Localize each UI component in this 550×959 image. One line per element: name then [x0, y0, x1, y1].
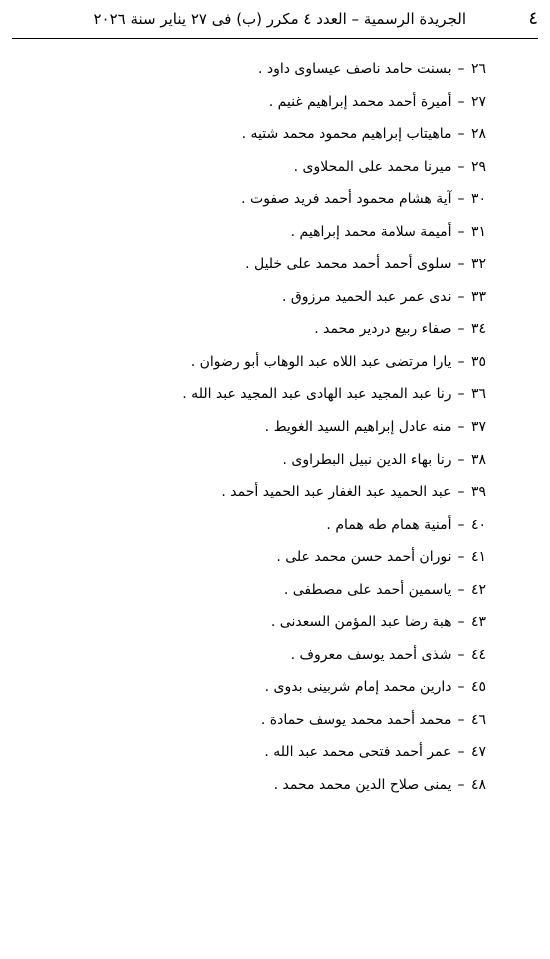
item-name: نوران أحمد حسن محمد على .	[276, 549, 452, 566]
item-dash: –	[457, 549, 465, 566]
list-item	[66, 123, 486, 156]
list-item	[66, 253, 486, 286]
item-name: ندى عمر عبد الحميد مرزوق .	[282, 288, 452, 305]
item-number: ٣٩	[470, 484, 486, 501]
item-dash: –	[457, 61, 465, 77]
list-item	[66, 221, 486, 254]
item-name: يمنى صلاح الدين محمد محمد .	[273, 777, 452, 794]
item-dash: –	[457, 451, 465, 468]
list-item	[66, 579, 486, 612]
item-dash: –	[457, 386, 465, 403]
item-number: ٤٦	[470, 711, 486, 728]
list-item	[66, 481, 486, 514]
item-number: ٤٥	[470, 679, 486, 696]
item-name: منه عادل إبراهيم السيد الغويط .	[264, 419, 452, 436]
item-name: أميرة أحمد محمد إبراهيم غنيم .	[268, 93, 452, 110]
item-name: محمد أحمد محمد يوسف حمادة .	[260, 711, 452, 728]
page-header	[12, 8, 538, 32]
item-dash: –	[457, 223, 465, 240]
item-dash: –	[457, 646, 465, 663]
list-item	[66, 514, 486, 547]
item-name: شذى أحمد يوسف معروف .	[290, 646, 452, 663]
item-name: أميمة سلامة محمد إبراهيم .	[290, 223, 452, 240]
list-item	[66, 58, 486, 91]
item-dash: –	[457, 158, 465, 175]
item-number: ٤٧	[470, 744, 486, 761]
item-dash: –	[457, 419, 465, 436]
item-number: ٤٢	[470, 581, 486, 598]
item-number: ٣١	[470, 223, 486, 240]
item-number: ٤١	[470, 549, 486, 566]
list-item	[66, 676, 486, 709]
item-dash: –	[457, 353, 465, 370]
item-number: ٣٤	[470, 321, 486, 338]
item-name: ياسمين أحمد على مصطفى .	[283, 581, 452, 598]
item-dash: –	[457, 679, 465, 696]
item-dash: –	[457, 126, 465, 143]
item-name: هبة رضا عبد المؤمن السعدنى .	[270, 614, 452, 631]
item-name: ميرنا محمد على المحلاوى .	[293, 158, 452, 175]
list-item	[66, 416, 486, 449]
list-item	[66, 546, 486, 579]
gazette-header-title: الجريدة الرسمية – العدد ٤ مكرر (ب) فى ٢٧ يناير سنة ٢٠٢٦	[93, 10, 466, 28]
list-item	[66, 741, 486, 774]
item-number: ٣٠	[470, 191, 486, 208]
item-dash: –	[457, 288, 465, 305]
list-item	[66, 644, 486, 677]
item-dash: –	[457, 191, 465, 208]
item-number: ٤٨	[470, 777, 486, 794]
item-dash: –	[457, 93, 465, 110]
item-name: دارين محمد إمام شربينى بدوى .	[264, 679, 452, 696]
item-number: ٣٣	[470, 288, 486, 305]
item-dash: –	[457, 777, 465, 794]
item-name: يارا مرتضى عبد اللاه عبد الوهاب أبو رضوان .	[190, 353, 452, 370]
list-item	[66, 188, 486, 221]
item-name: آية هشام محمود أحمد فريد صفوت .	[241, 191, 452, 208]
list-item	[66, 774, 486, 807]
item-dash: –	[457, 711, 465, 728]
list-item	[66, 383, 486, 416]
item-number: ٣٨	[470, 451, 486, 468]
item-number: ٣٦	[470, 386, 486, 403]
item-dash: –	[457, 484, 465, 501]
list-item	[66, 91, 486, 124]
item-number: ٢٦	[470, 61, 486, 77]
list-item	[66, 351, 486, 384]
item-name: صفاء ربيع دردير محمد .	[314, 321, 452, 338]
item-name: ماهيتاب إبراهيم محمود محمد شتيه .	[241, 126, 452, 143]
item-name: بسنت حامد ناصف عيساوى داود .	[257, 61, 452, 77]
names-list	[66, 58, 486, 807]
item-number: ٤٠	[470, 516, 486, 533]
list-item	[66, 709, 486, 742]
item-name: رنا بهاء الدين نبيل البطراوى .	[282, 451, 452, 468]
list-item	[66, 156, 486, 189]
item-dash: –	[457, 256, 465, 273]
item-number: ٤٣	[470, 614, 486, 631]
item-dash: –	[457, 321, 465, 338]
item-name: أمنية همام طه همام .	[326, 516, 452, 533]
item-dash: –	[457, 614, 465, 631]
item-name: عبد الحميد عبد الغفار عبد الحميد أحمد .	[221, 484, 452, 501]
item-number: ٣٧	[470, 419, 486, 436]
item-name: سلوى أحمد أحمد محمد على خليل .	[245, 256, 452, 273]
item-number: ٤٤	[470, 646, 486, 663]
item-number: ٢٧	[470, 93, 486, 110]
item-name: رنا عبد المجيد عبد الهادى عبد المجيد عبد الله .	[182, 386, 452, 403]
item-name: عمر أحمد فتحى محمد عبد الله .	[264, 744, 452, 761]
header-divider	[12, 38, 538, 39]
page-number: ٤	[528, 8, 538, 29]
list-item	[66, 286, 486, 319]
item-dash: –	[457, 581, 465, 598]
item-dash: –	[457, 516, 465, 533]
list-item	[66, 449, 486, 482]
item-dash: –	[457, 744, 465, 761]
list-item	[66, 318, 486, 351]
item-number: ٣٢	[470, 256, 486, 273]
item-number: ٢٩	[470, 158, 486, 175]
item-number: ٢٨	[470, 126, 486, 143]
list-item	[66, 611, 486, 644]
item-number: ٣٥	[470, 353, 486, 370]
